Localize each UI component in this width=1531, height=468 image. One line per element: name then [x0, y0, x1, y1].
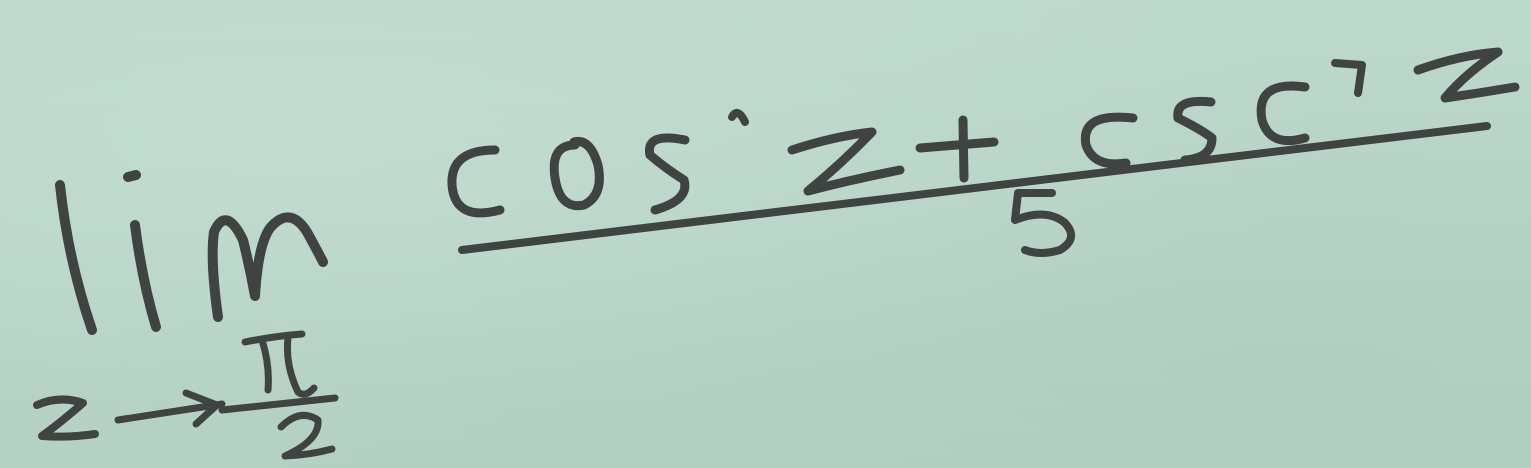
limit-subscript	[37, 334, 335, 456]
limit-word	[60, 175, 323, 330]
denominator-ink	[1015, 193, 1071, 253]
